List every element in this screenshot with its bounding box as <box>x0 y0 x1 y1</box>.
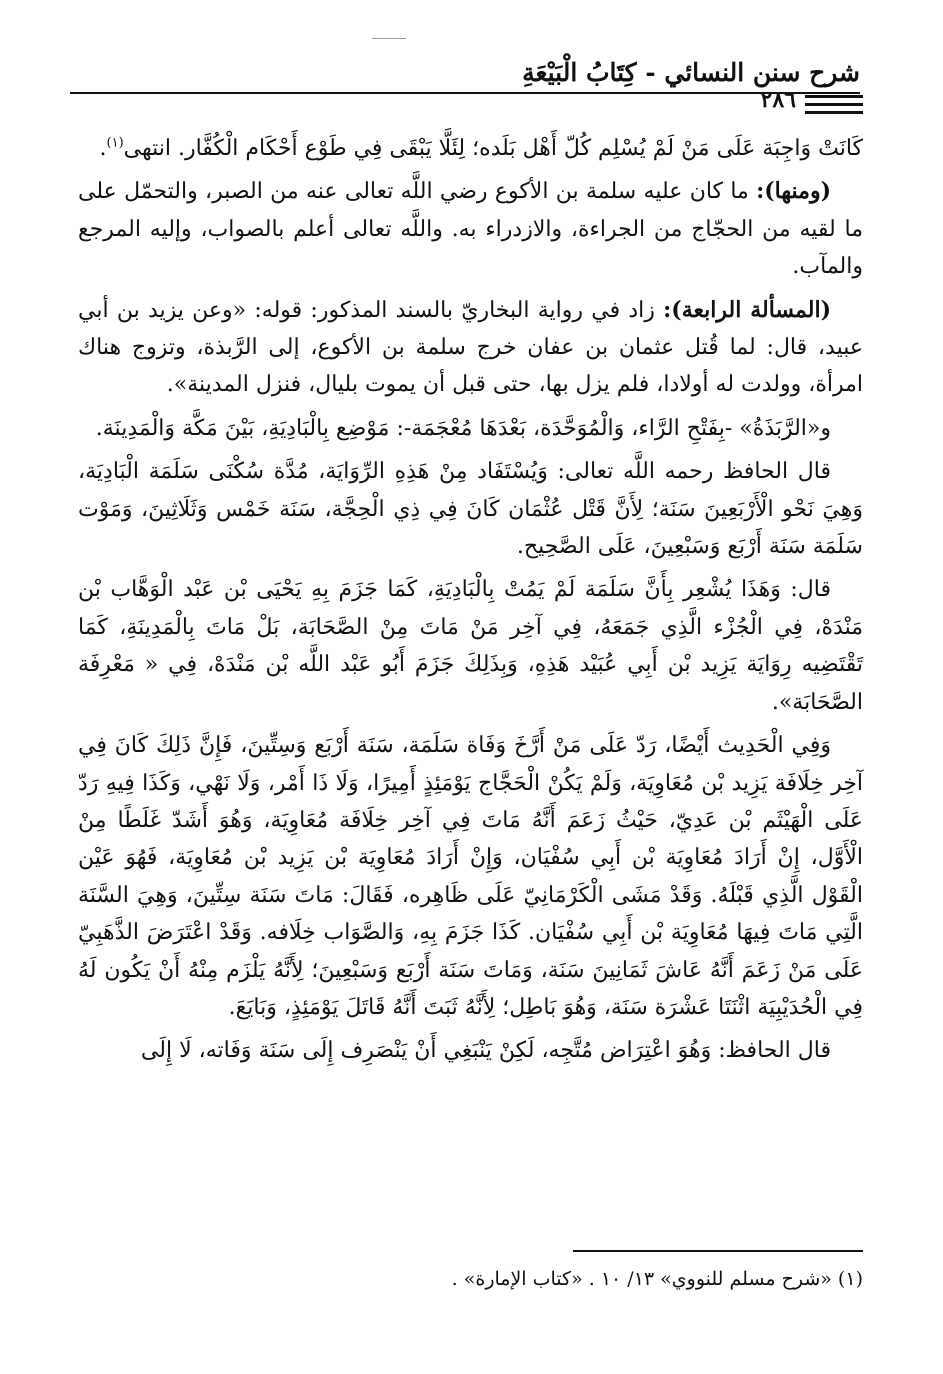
paragraph-1 <box>78 130 863 167</box>
footnote-ref[interactable]: (١) <box>106 135 124 151</box>
paragraph-3-text: زاد في رواية البخاريّ بالسند المذكور: قوله: «وعن يزيد بن أبي عبيد، قال: لما قُتل عثمان بن عفان خرج سلمة بن الأكوع، إلى الرَّبذة، وتزوج هناك امرأة، وولدت له أولادا، فلم يزل بها، حتى قبل أن يموت بليال، فنزل المدينة». <box>78 297 863 398</box>
paragraph-8: قال الحافظ: وَهُوَ اعْتِرَاض مُتَّجِه، لَكِنْ يَنْبَغِي أَنْ يَنْصَرِف إِلَى سَنَة وَفَاته، لَا إِلَى <box>140 1038 831 1064</box>
paragraph-2 <box>78 173 863 285</box>
page-number-rule-top <box>805 95 863 98</box>
page-number-rule-bottom <box>805 111 863 114</box>
running-title: شرح سنن النسائي - كِتَابُ الْبَيْعَةِ <box>522 58 860 87</box>
paragraph-4: و«الرَّبَذَةُ» -بِفَتْحِ الرَّاء، وَالْمُوَحَّدَة، بَعْدَهَا مُعْجَمَة-: مَوْضِع بِالْبَادِيَةِ، بَيْنَ مَكَّة وَالْمَدِينَة. <box>95 415 831 441</box>
paragraph-1-text: كَانَتْ وَاجِبَة عَلَى مَنْ لَمْ يُسْلِم كُلّ أَهْل بَلَده؛ لِئَلَّا يَبْقَى فِي طَوْع أَحْكَام الْكُفَّار. انتهى <box>123 136 863 161</box>
paragraph-2-lead: (ومنها): <box>756 178 831 205</box>
paragraph-6: قال: وَهَذَا يُشْعِر بِأَنَّ سَلَمَة لَمْ يَمُتْ بِالْبَادِيَةِ، كَمَا جَزَمَ بِهِ يَحْيَى بْن عَبْد الْوَهَّاب بْن مَنْدَهْ، فِي الْجُزْء الَّذِي جَمَعَهُ، فِي آخِر مَنْ مَاتَ مِنْ الصَّحَابَة، بَلْ مَاتَ بِالْمَدِينَةِ، كَمَا تَقْتَضِيه رِوَايَة يَزِيد بْن أَبِي عُبَيْد هَذِهِ، وَبِذَلِكَ جَزَمَ أَبُو عَبْد اللَّه بْن مَنْدَهْ، فِي « مَعْرِفَة الصَّحَابَة». <box>78 577 863 715</box>
footnote-rule <box>573 1250 863 1252</box>
page-number-rule-mid <box>805 103 863 106</box>
paragraph-3-lead: (المسألة الرابعة): <box>663 296 831 323</box>
top-mark <box>372 38 406 39</box>
body-text <box>78 130 863 1076</box>
footnote: (١) «شرح مسلم للنووي» ١٣/ ١٠ . «كتاب الإمارة» . <box>451 1268 863 1290</box>
paragraph-1-end: . <box>99 136 107 161</box>
paragraph-2-text: ما كان عليه سلمة بن الأكوع رضي اللَّه تعالى عنه من الصبر، والتحمّل على ما لقيه من الحجّاج من الجراءة، والازدراء به. واللَّه تعالى أعلم بالصواب، وإليه المرجع والمآب. <box>78 179 863 280</box>
paragraph-3 <box>78 292 863 404</box>
page-number: ٢٨٦ <box>760 87 796 113</box>
paragraph-7: وَفِي الْحَدِيث أَيْضًا، رَدّ عَلَى مَنْ أَرَّخَ وَفَاة سَلَمَة، سَنَة أَرْبَع وَسِتِّينَ، فَإِنَّ ذَلِكَ كَانَ فِي آخِر خِلَافَة يَزِيد بْن مُعَاوِيَة، وَلَمْ يَكُنْ الْحَجَّاج يَوْمَئِذٍ أَمِيرًا، وَلَا ذَا أَمْر، وَلَا نَهْي، وَكَذَا فِيهِ رَدّ عَلَى الْهَيْثَم بْن عَدِيّ، حَيْثُ زَعَمَ أَنَّهُ مَاتَ فِي آخِر خِلَافَة مُعَاوِيَة، وَهُوَ أَشَدّ غَلَطًا مِنْ الْأَوَّل، إِنْ أَرَادَ مُعَاوِيَة بْن أَبِي سُفْيَان، وَإِنْ أَرَادَ مُعَاوِيَة بْن يَزِيد بْن مُعَاوِيَة، فَهُوَ عَيْن الْقَوْل الَّذِي قَبْلَهُ. وَقَدْ مَشَى الْكَرْمَانِيّ عَلَى ظَاهِره، فَقَالَ: مَاتَ سَنَة سِتِّينَ، وَهِيَ السَّنَة الَّتِي مَاتَ فِيهَا مُعَاوِيَة بْن أَبِي سُفْيَان. كَذَا جَزَمَ بِهِ، وَالصَّوَاب خِلَافه. وَقَدْ اعْتَرَضَ الذَّهَبِيّ عَلَى مَنْ زَعَمَ أَنَّهُ عَاشَ ثَمَانِينَ سَنَة، وَمَاتَ سَنَة أَرْبَع وَسَبْعِينَ؛ لِأَنَّهُ يَلْزَم مِنْهُ أَنْ يَكُون لَهُ فِي الْحُدَيْبِيَة اثْنَتَا عَشْرَة سَنَة، وَهُوَ بَاطِل؛ لِأَنَّهُ ثَبَتَ أَنَّهُ قَاتَلَ يَوْمَئِذٍ، وَبَايَعَ. <box>78 733 863 1020</box>
paragraph-5: قال الحافظ رحمه اللَّه تعالى: وَيُسْتَفَاد مِنْ هَذِهِ الرِّوَايَة، مُدَّة سُكْنَى سَلَمَة الْبَادِيَة، وَهِيَ نَحْو الْأَرْبَعِينَ سَنَة؛ لِأَنَّ قَتْل عُثْمَان كَانَ فِي ذِي الْحِجَّة، سَنَة خَمْس وَثَلَاثِينَ، وَمَوْت سَلَمَة سَنَة أَرْبَع وَسَبْعِينَ، عَلَى الصَّحِيح. <box>78 459 863 560</box>
